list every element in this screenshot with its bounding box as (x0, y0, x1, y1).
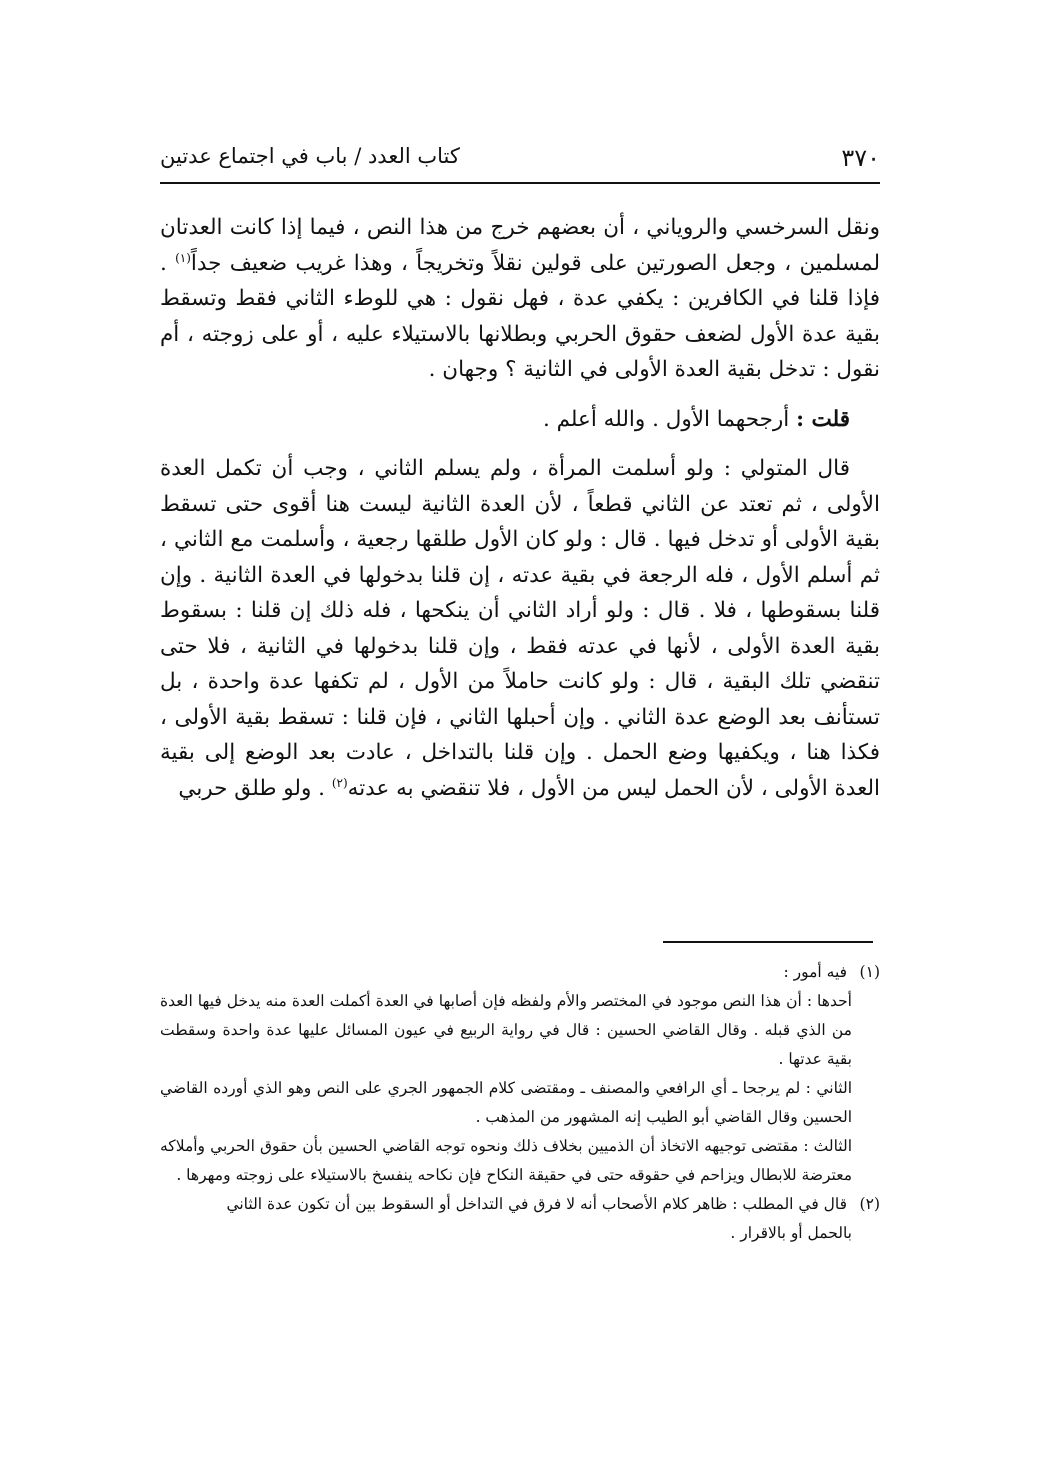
paragraph-1 (160, 210, 880, 388)
footnote-1-item-b (160, 1074, 880, 1132)
text-line: بسقوطها ، فلا . قال : ولو أراد الثاني أن ينكحها ، فله ذلك إن قلنا : بسقوط بقية (160, 598, 880, 659)
text-line: أرجحهما الأول . والله أعلم . (542, 406, 797, 432)
footnote-1-item-a (160, 987, 880, 1074)
text-line: العدة الأولى ، لأنها في عدته فقط ، وإن قلنا بدخولها في الثانية ، فلا حتى تنقضي (160, 633, 880, 694)
footnotes (160, 958, 880, 1248)
footnote-text: فيه أمور : (783, 963, 848, 981)
text-line: قال المتولي : ولو أسلمت المرأة ، ولم يسلم الثاني ، وجب أن تكمل العدة (160, 456, 850, 481)
text-line: أسلم الأول ، فله الرجعة في بقية عدته ، إن قلنا بدخولها في العدة الثانية . وإن قلنا (160, 562, 880, 623)
footnote-text: أورده القاضي الحسين وقال القاضي أبو الطيب إنه المشهور من المذهب . (160, 1079, 852, 1126)
text-line: زوجته ، أم نقول : تدخل بقية العدة الأولى في الثانية ؟ وجهان . (160, 321, 880, 382)
footnote-text: أحدها : أن هذا النص موجود في المختصر والأم ولفظه فإن أصابها في العدة أكملت العدة منه يدخل (226, 992, 852, 1010)
text-line: . ولو طلق حربي (178, 775, 332, 801)
text-line: جداً (190, 250, 222, 276)
footnote-2-number: (٢) (859, 1195, 880, 1213)
footnote-ref-1: (١) (175, 250, 191, 265)
paragraph-3 (160, 451, 880, 806)
page-header (160, 140, 880, 184)
paragraph-qult (160, 402, 880, 438)
qult-label: قلت : (796, 406, 850, 432)
footnote-text: بالحمل أو بالاقرار . (730, 1224, 852, 1242)
footnote-2-continued (160, 1219, 880, 1248)
footnote-1-item-c (160, 1132, 880, 1190)
text-line: العدة الأولى ، لأن الحمل ليس من الأول ، فلا تنقضي به عدته (347, 775, 880, 801)
footnote-text: واحدة وسقطت بقية عدتها . (160, 1021, 852, 1068)
footnote-text: الحربي وأملاكه معترضة للابطال ويزاحم في حقوقه حتى في حقيقة النكاح فإن نكاحه ينفسخ بالاستيلاء (160, 1137, 852, 1184)
footnote-divider (663, 941, 873, 943)
text-line: بعد الوضع عدة الثاني . وإن أحبلها الثاني ، فإن قلنا : تسقط بقية الأولى ، فكذا (160, 704, 880, 765)
footnote-text: فيها العدة من الذي قبله . وقال القاضي الحسين : قال في رواية الربيع في عيون المسائل عليها عدة (160, 992, 852, 1039)
header-divider (160, 182, 880, 184)
text-line: . فإذا قلنا في الكافرين : يكفي عدة ، فهل نقول : هي للوطء الثاني فقط (160, 250, 880, 311)
text-line: الأولى أو تدخل فيها . قال : ولو كان الأول طلقها رجعية ، وأسلمت مع الثاني ، ثم (160, 527, 880, 588)
running-title: كتاب العدد / باب في اجتماع عدتين (160, 144, 460, 168)
footnote-1-heading (160, 958, 880, 987)
page-number: ٣٧٠ (841, 144, 880, 172)
text-line: وتسقط بقية عدة الأول لضعف حقوق الحربي وبطلانها بالاستيلاء عليه ، أو على (160, 286, 880, 347)
footnote-1-number: (١) (859, 963, 880, 981)
footnote-text: الثالث : مقتضى توجيهه الاتخاذ أن الذميين بخلاف ذلك ونحوه توجه القاضي الحسين بأن حقوق (259, 1137, 852, 1155)
footnote-2 (160, 1190, 880, 1219)
footnote-text: قال في المطلب : ظاهر كلام الأصحاب أنه لا فرق في التداخل أو السقوط بين أن تكون عدة الثاني (226, 1195, 848, 1213)
text-line: ونقل السرخسي والروياني ، أن بعضهم خرج من هذا النص ، فيما إذا كانت العدتان (160, 215, 880, 240)
footnote-ref-2: (٢) (331, 775, 348, 790)
main-text (160, 210, 880, 806)
footnote-text: على زوجته ومهرها . (176, 1166, 306, 1184)
footnote-text: الثاني : لم يرجحا ـ أي الرافعي والمصنف ـ ومقتضى كلام الجمهور الجري على النص وهو الذي (252, 1079, 852, 1097)
text-line: الأولى ، ثم تعتد عن الثاني قطعاً ، لأن العدة الثانية ليست هنا أقوى حتى تسقط بقية (160, 491, 880, 552)
text-line: لمسلمين ، وجعل الصورتين على قولين نقلاً وتخريجاً ، وهذا غريب ضعيف (229, 250, 881, 276)
text-line: تلك البقية ، قال : ولو كانت حاملاً من الأول ، لم تكفها عدة واحدة ، بل تستأنف (160, 669, 880, 730)
text-line: هنا ، ويكفيها وضع الحمل . وإن قلنا بالتداخل ، عادت بعد الوضع إلى بقية (160, 740, 831, 765)
